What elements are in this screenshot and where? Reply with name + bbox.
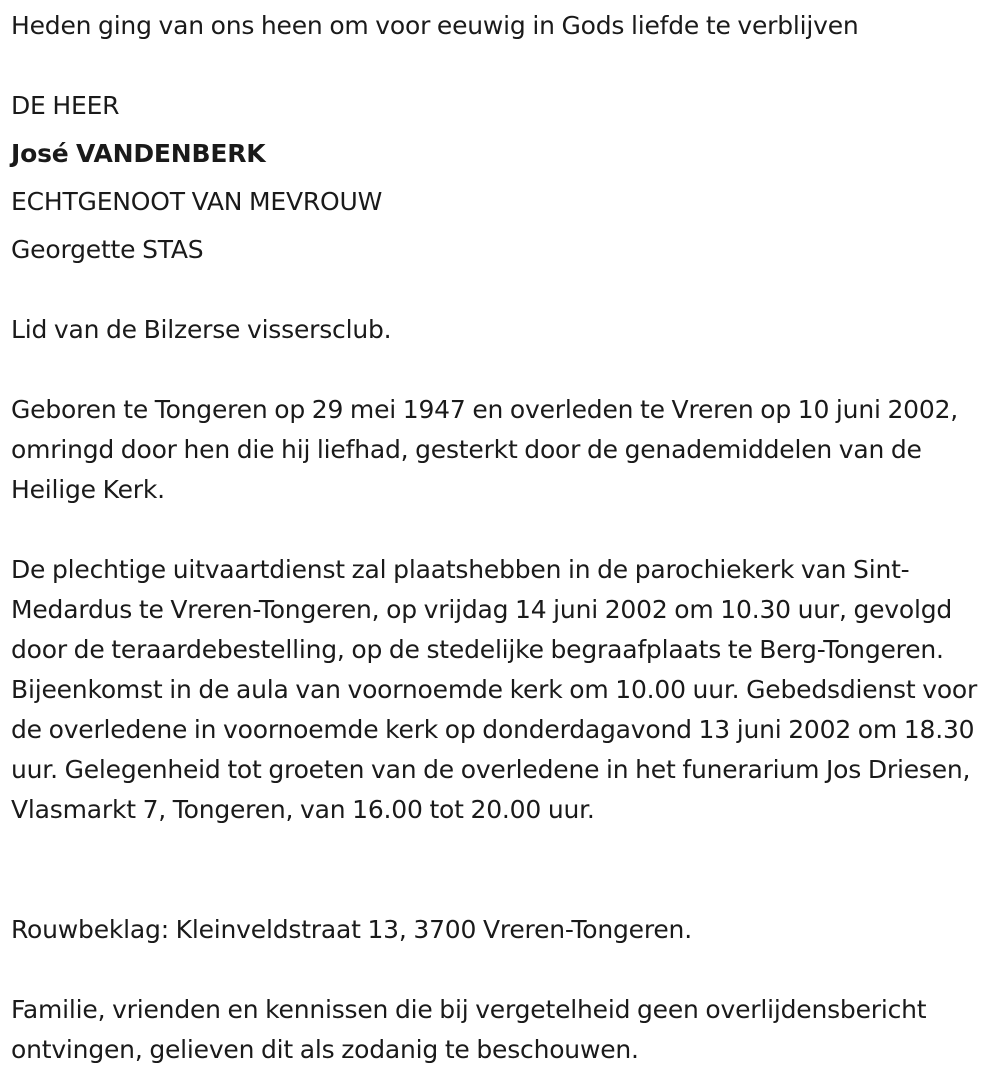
honorific-title: DE HEER xyxy=(11,91,120,120)
condolence-address: Rouwbeklag: Kleinveldstraat 13, 3700 Vreren-Tongeren. xyxy=(11,915,692,944)
birth-death-paragraph: Geboren te Tongeren op 29 mei 1947 en overleden te Vreren op 10 juni 2002, omringd door hen die hij liefhad, gesterkt door de genademiddelen van de Heilige Kerk. xyxy=(11,395,959,504)
intro-line: Heden ging van ons heen om voor eeuwig in Gods liefde te verblijven xyxy=(11,11,859,40)
family-note-paragraph: Familie, vrienden en kennissen die bij vergetelheid geen overlijdensbericht ontvingen, gelieven dit als zodanig te beschouwen. xyxy=(11,995,927,1064)
spouse-label: ECHTGENOOT VAN MEVROUW xyxy=(11,187,383,216)
funeral-service-paragraph: De plechtige uitvaartdienst zal plaatshebben in de parochiekerk van Sint-Medardus te Vreren-Tongeren, op vrijdag 14 juni 2002 om 10.30 uur, gevolgd door de teraardebestelling, op de stedelijke begraafplaats te Berg-Tongeren. Bijeenkomst in de aula van voornoemde kerk om 10.00 uur. Gebedsdienst voor de overledene in voornoemde kerk op donderdagavond 13 juni 2002 om 18.30 uur. Gelegenheid tot groeten van de overledene in het funerarium Jos Driesen, Vlasmarkt 7, Tongeren, van 16.00 tot 20.00 uur. xyxy=(11,555,978,824)
spouse-name: Georgette STAS xyxy=(11,235,204,264)
club-membership: Lid van de Bilzerse vissersclub. xyxy=(11,315,392,344)
deceased-name: José VANDENBERK xyxy=(11,139,266,168)
